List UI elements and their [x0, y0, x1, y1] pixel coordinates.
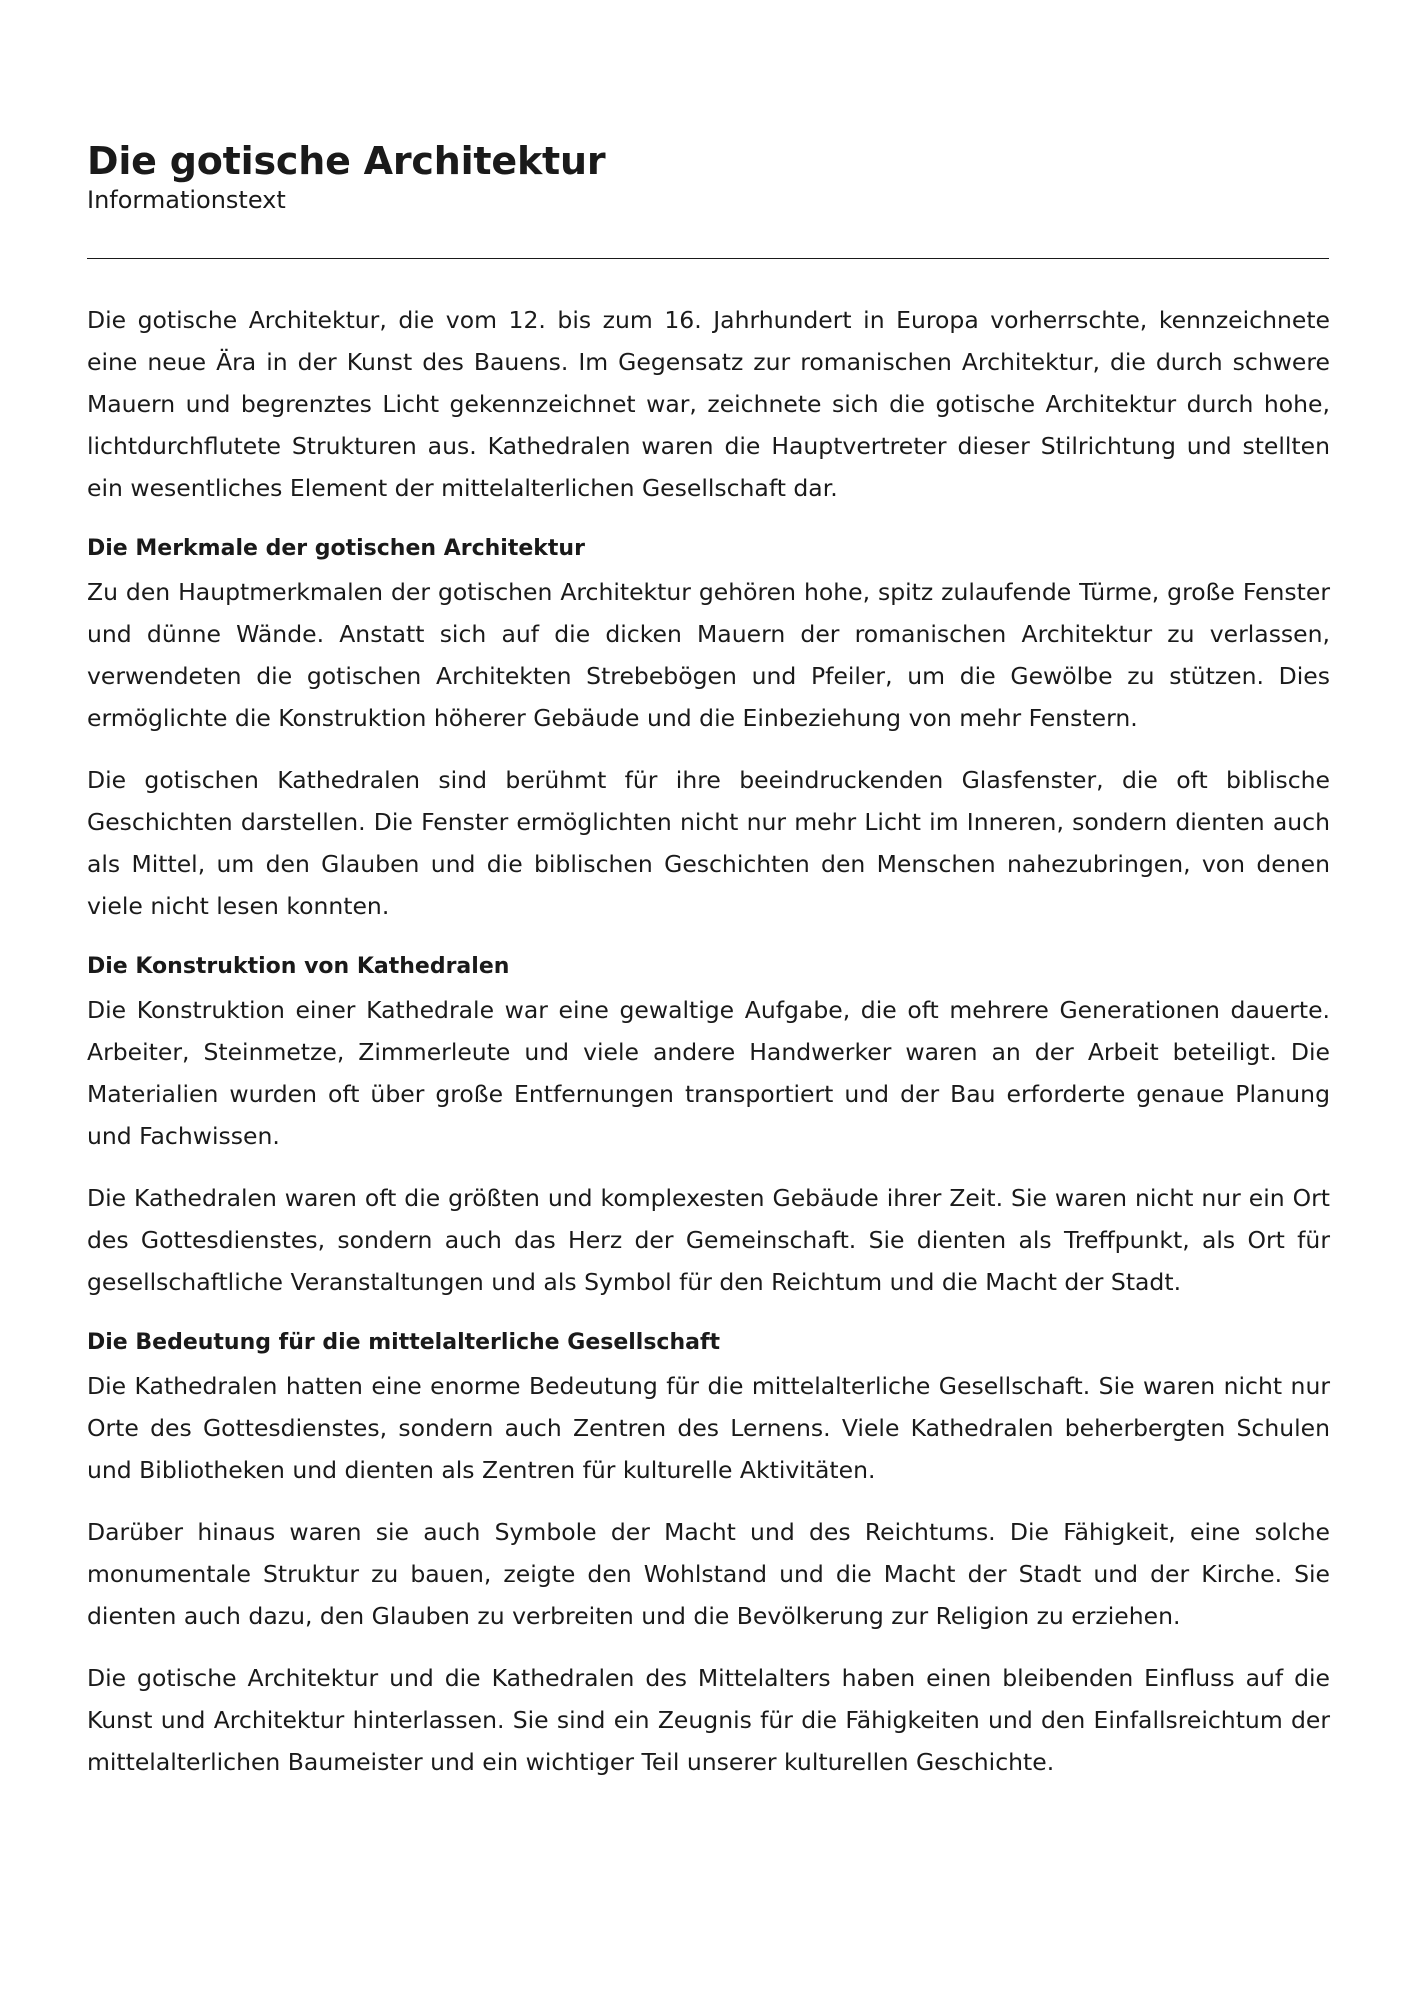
- page-subtitle: Informationstext: [87, 185, 286, 214]
- paragraph: Darüber hinaus waren sie auch Symbole der Macht und des Reichtums. Die Fähigkeit, eine solche monumentale Struktur zu bauen, zeigte den Wohlstand und die Macht der Stadt und der Kirche. Sie dienten auch dazu, den Glauben zu verbreiten und die Bevölkerung zur Religion zu erziehen.: [87, 1518, 1330, 1631]
- paragraph: Die gotische Architektur und die Kathedralen des Mittelalters haben einen bleibenden Einfluss auf die Kunst und Architektur hinterlassen. Sie sind ein Zeugnis für die Fähigkeiten und den Einfallsreichtum der mittelalterlichen Baumeister und ein wichtiger Teil unserer kulturellen Geschichte.: [87, 1664, 1330, 1777]
- paragraph: Die Kathedralen waren oft die größten und komplexesten Gebäude ihrer Zeit. Sie waren nicht nur ein Ort des Gottesdienstes, sondern auch das Herz der Gemeinschaft. Sie dienten als Treffpunkt, als Ort für gesellschaftliche Veranstaltungen und als Symbol für den Reichtum und die Macht der Stadt.: [87, 1184, 1330, 1297]
- section-heading: Die Merkmale der gotischen Architektur: [87, 536, 585, 562]
- paragraph: Die Kathedralen hatten eine enorme Bedeutung für die mittelalterliche Gesellschaft. Sie waren nicht nur Orte des Gottesdienstes, sondern auch Zentren des Lernens. Viele Kathedralen beherbergten Schulen und Bibliotheken und dienten als Zentren für kulturelle Aktivitäten.: [87, 1372, 1330, 1485]
- intro-paragraph: Die gotische Architektur, die vom 12. bis zum 16. Jahrhundert in Europa vorherrschte, kennzeichnete eine neue Ära in der Kunst des Bauens. Im Gegensatz zur romanischen Architektur, die durch schwere Mauern und begrenztes Licht gekennzeichnet war, zeichnete sich die gotische Architektur durch hohe, lichtdurchflutete Strukturen aus. Kathedralen waren die Hauptvertreter dieser Stilrichtung und stellten ein wesentliches Element der mittelalterlichen Gesellschaft dar.: [87, 306, 1330, 503]
- section-heading: Die Konstruktion von Kathedralen: [87, 954, 510, 980]
- document-body: [87, 299, 1330, 1783]
- section-bedeutung: [87, 1323, 1330, 1783]
- section-konstruktion: [87, 947, 1330, 1303]
- paragraph: Zu den Hauptmerkmalen der gotischen Architektur gehören hohe, spitz zulaufende Türme, große Fenster und dünne Wände. Anstatt sich auf die dicken Mauern der romanischen Architektur zu verlassen, verwendeten die gotischen Architekten Strebebögen und Pfeiler, um die Gewölbe zu stützen. Dies ermöglichte die Konstruktion höherer Gebäude und die Einbeziehung von mehr Fenstern.: [87, 578, 1330, 733]
- divider: [87, 258, 1329, 259]
- paragraph: Die gotischen Kathedralen sind berühmt für ihre beeindruckenden Glasfenster, die oft biblische Geschichten darstellen. Die Fenster ermöglichten nicht nur mehr Licht im Inneren, sondern dienten auch als Mittel, um den Glauben und die biblischen Geschichten den Menschen nahezubringen, von denen viele nicht lesen konnten.: [87, 766, 1330, 921]
- page-title: Die gotische Architektur: [87, 139, 606, 183]
- document-page: [87, 140, 1330, 1803]
- paragraph: Die Konstruktion einer Kathedrale war eine gewaltige Aufgabe, die oft mehrere Generationen dauerte. Arbeiter, Steinmetze, Zimmerleute und viele andere Handwerker waren an der Arbeit beteiligt. Die Materialien wurden oft über große Entfernungen transportiert und der Bau erforderte genaue Planung und Fachwissen.: [87, 996, 1330, 1151]
- section-merkmale: [87, 529, 1330, 927]
- section-heading: Die Bedeutung für die mittelalterliche Gesellschaft: [87, 1330, 721, 1356]
